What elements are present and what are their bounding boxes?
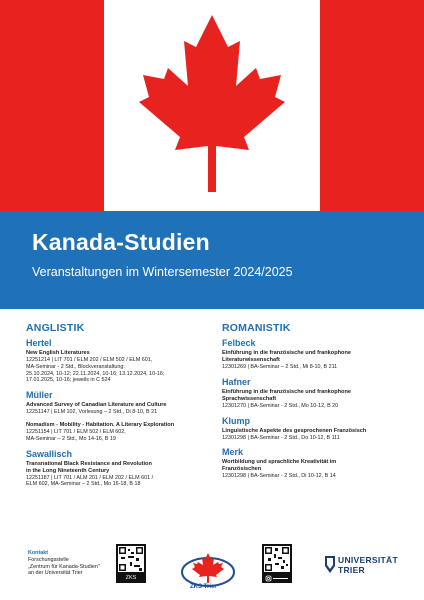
lecturer-block [26,338,211,384]
university-name-line1: UNIVERSITÄT [338,555,398,565]
lecturer-block [222,416,407,442]
course-entry [222,428,407,442]
lecturer-block [222,338,407,371]
page-subtitle: Veranstaltungen im Wintersemester 2024/2025 [32,265,293,279]
course-info: 12301269 | BA-Seminar – 2 Std., Mi 8-10, B 211 [222,364,338,370]
romanistik-column [222,322,407,486]
lecturer-name: Merk [222,447,244,458]
maple-leaf-icon [104,0,320,211]
course-title: Nomadism - Mobility - Habitation. A Literary Exploration [26,421,175,428]
course-info: 12301270 | BA-Seminar - 2 Std., Mo 10-12, B 20 [222,402,339,409]
contact-block [28,550,100,577]
section-heading-romanistik: ROMANISTIK [222,322,291,334]
lecturer-block [26,390,211,442]
contact-label: Kontakt [28,550,49,556]
course-info: 12301298 | BA-Seminar - 2 Std., Di 10-12, B 14 [222,473,336,480]
footer [0,536,424,600]
course-title: Transnational Black Resistance and Revolution in the Long Nineteenth Century [26,460,152,474]
course-title: Linguistische Aspekte des gesprochenen Französisch [222,427,367,434]
contact-text: Forschungsstelle „Zentrum für Kanada-Studien" an der Universität Trier [28,556,100,577]
lecturer-name: Müller [26,390,53,401]
lecturer-name: Hertel [26,338,52,348]
lecturer-name: Hafner [222,376,251,387]
flag-left-bar [0,0,104,211]
course-title: Advanced Survey of Canadian Literature and Culture [26,402,167,409]
section-heading-anglistik: ANGLISTIK [26,322,85,334]
qr-code-icon [116,544,146,574]
title-banner [0,211,424,309]
qr-code-icon [262,544,292,574]
course-entry [222,459,407,480]
lecturer-name: Felbeck [222,338,256,348]
lecturer-block [222,447,407,480]
course-info: 12251214 | LIT 701 / ELM 202 / ELM 502 / ELM 601, MA-Seminar - 2 Std., Blockveranstaltung: 25.10.2024, 10-12; 22.11.2024, 10-16; 13.12.2024, 10-16; 17.01.2025, 10-16; jeweils in C 524 [26,357,165,384]
lecturer-block [222,377,407,410]
university-name-line2: TRIER [338,565,365,575]
instagram-label-icon [262,574,292,583]
course-entry [222,389,407,410]
flag-right-bar [320,0,424,211]
course-entry [26,402,211,416]
lecturer-block [26,449,211,489]
course-info: 12251154 | LIT 701 / ELM 502 / ELM 602, MA-Seminar – 2 Std., Mo 14-16, B 19 [26,428,126,442]
course-entry [26,422,211,443]
course-info: 12251187 | LIT 701 / ALM 201 / ELM 202 / ELM 601 / ELM 602, MA-Seminar – 2 Std., Mo 16-18, B 18 [26,474,154,488]
course-title: New English Literatures [26,350,90,356]
university-emblem-icon [324,554,336,574]
page-title: Kanada-Studien [32,229,210,255]
anglistik-column [26,322,211,494]
lecturer-name: Sawallisch [26,448,73,459]
course-title: Einführung in die französische und frankophone Sprachwissenschaft [222,388,351,402]
course-entry [26,461,211,489]
zks-logo-text: ZKS Trier [190,584,217,590]
canada-flag [0,0,424,211]
course-entry [222,350,407,371]
course-title: Wortbildung und sprachliche Kreativität im Französischen [222,459,337,473]
lecturer-name: Klump [222,415,250,426]
course-info: 12251147 | ELM 102, Vorlesung – 2 Std., Di 8-10, B 21 [26,409,158,416]
course-entry [26,350,211,384]
qr-label: ZKS [116,574,146,583]
course-info: 12301298 | BA-Seminar - 2 Std., Do 10-12, B 111 [222,434,340,441]
course-title: Einführung in die französische und frankophone Literaturwissenschaft [222,350,351,363]
